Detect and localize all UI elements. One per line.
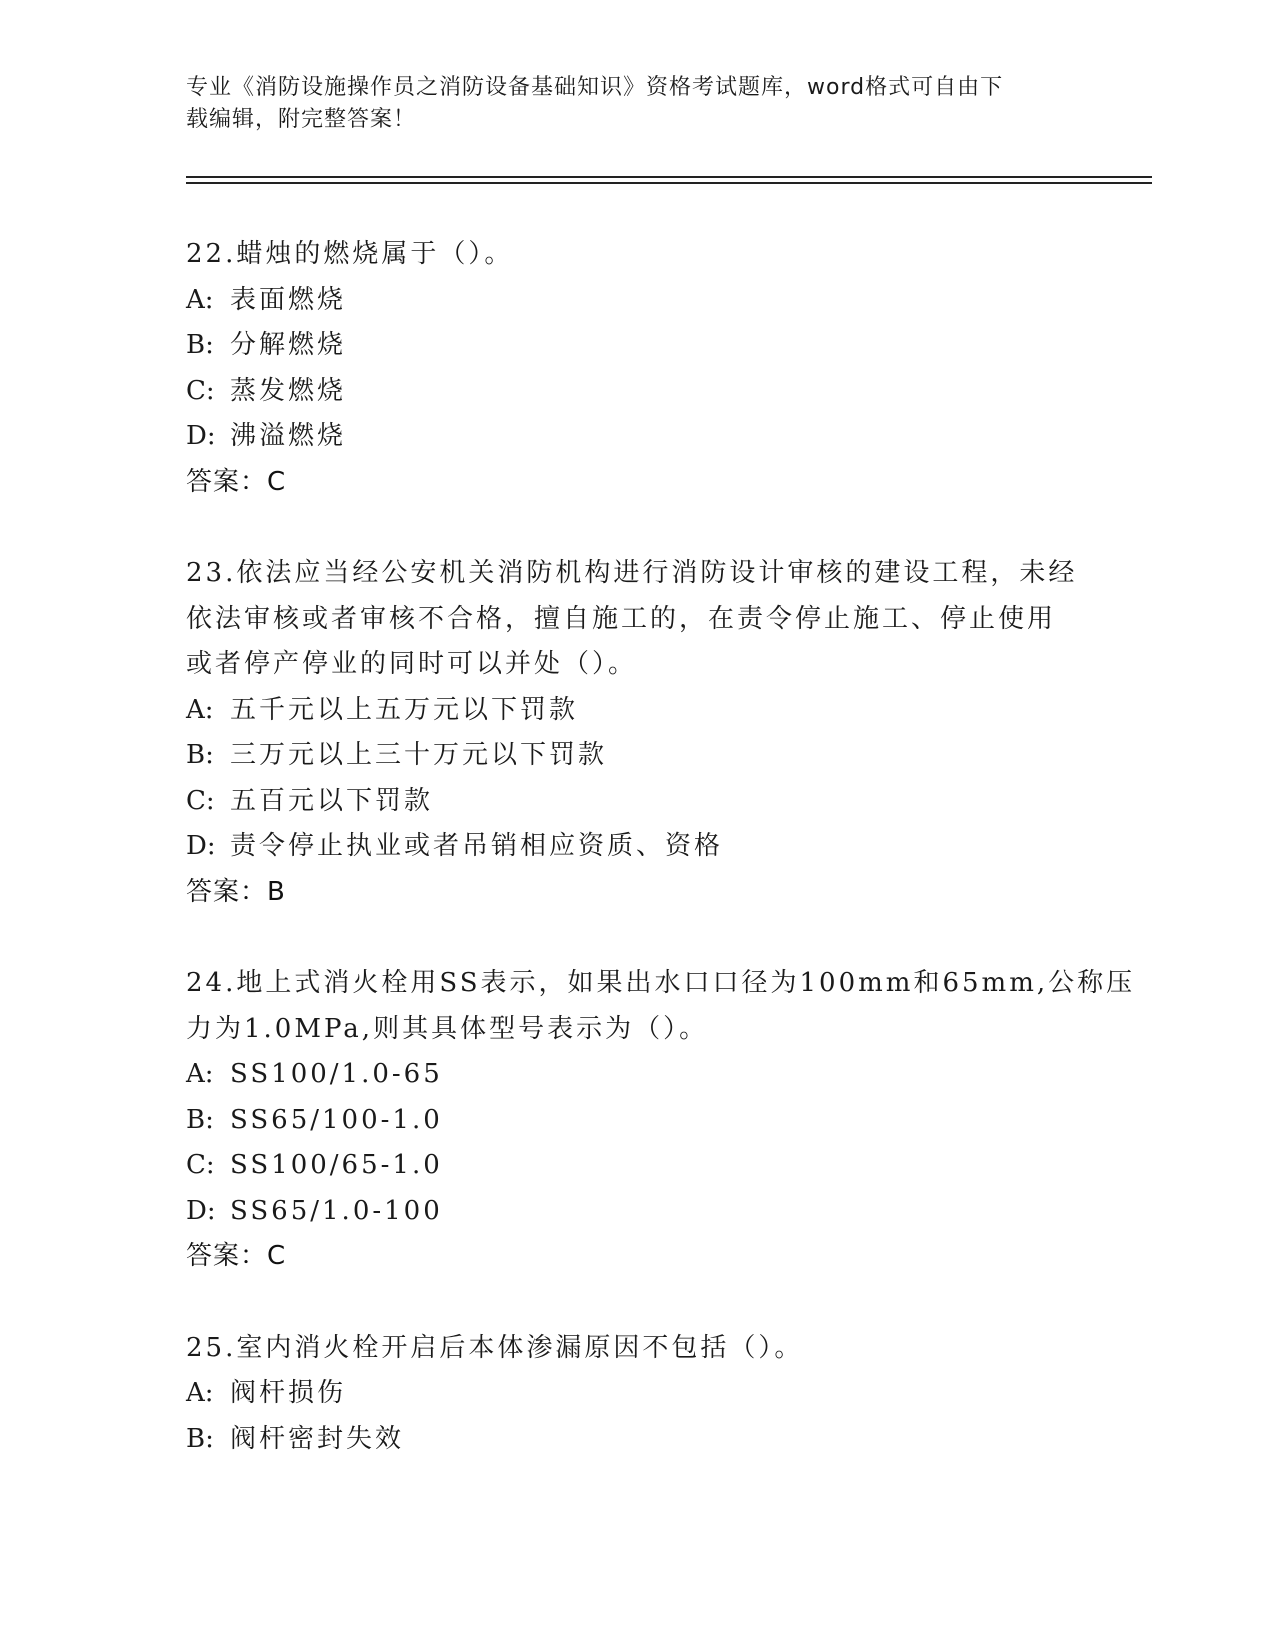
question-22 <box>186 232 1086 505</box>
option-a <box>186 1371 1086 1417</box>
option-letter: B: <box>186 740 214 770</box>
option-c <box>186 779 1086 825</box>
option-text: 三万元以上三十万元以下罚款 <box>230 740 608 770</box>
question-stem-line-1: 23.依法应当经公安机关消防机构进行消防设计审核的建设工程，未经 <box>186 558 1078 588</box>
option-b <box>186 733 1086 779</box>
header-line-1: 专业《消防设施操作员之消防设备基础知识》资格考试题库，word格式可自由下 <box>186 75 1004 100</box>
answer-line: 答案：C <box>186 466 287 497</box>
option-text: SS65/100-1.0 <box>230 1104 443 1135</box>
option-c <box>186 369 1086 415</box>
header-divider-bottom <box>186 182 1152 184</box>
document-header <box>186 72 1066 136</box>
option-text: 五百元以下罚款 <box>230 785 434 816</box>
option-letter: B: <box>186 1423 214 1454</box>
option-letter: A: <box>186 1059 214 1089</box>
question-list <box>186 232 1136 1508</box>
option-b <box>186 323 1086 369</box>
option-d <box>186 414 1086 460</box>
option-letter: C: <box>186 1150 215 1180</box>
option-letter: C: <box>186 375 215 406</box>
header-line-2: 载编辑，附完整答案！ <box>186 107 417 132</box>
option-letter: D: <box>186 1195 216 1226</box>
option-letter: A: <box>186 694 214 725</box>
option-a <box>186 1052 1086 1098</box>
question-stem: 25.室内消火栓开启后本体渗漏原因不包括（）。 <box>186 1332 804 1363</box>
option-a <box>186 688 1086 734</box>
option-letter: B: <box>186 330 214 360</box>
option-text: 分解燃烧 <box>230 330 347 360</box>
option-letter: A: <box>186 1378 214 1408</box>
question-24 <box>186 961 1136 1280</box>
option-letter: A: <box>186 284 214 315</box>
question-25 <box>186 1326 1086 1463</box>
question-stem: 22.蜡烛的燃烧属于（）。 <box>186 239 514 269</box>
option-b <box>186 1417 1086 1463</box>
question-stem-line-2: 力为1.0MPa,则其具体型号表示为（）。 <box>186 1013 709 1044</box>
option-text: SS100/1.0-65 <box>230 1059 443 1089</box>
option-d <box>186 824 1086 870</box>
option-text: 五千元以上五万元以下罚款 <box>230 694 579 725</box>
option-letter: D: <box>186 421 216 451</box>
option-text: 阀杆损伤 <box>230 1378 347 1408</box>
question-stem-line-3: 或者停产停业的同时可以并处（）。 <box>186 649 638 679</box>
answer-line: 答案：C <box>186 1241 287 1271</box>
option-text: SS100/65-1.0 <box>230 1150 443 1180</box>
option-d <box>186 1189 1086 1235</box>
question-stem-line-2: 依法审核或者审核不合格，擅自施工的，在责令停止施工、停止使用 <box>186 603 1057 634</box>
option-text: 蒸发燃烧 <box>230 375 347 406</box>
option-c <box>186 1143 1086 1189</box>
option-letter: D: <box>186 831 216 861</box>
option-text: 沸溢燃烧 <box>230 421 347 451</box>
option-text: 阀杆密封失效 <box>230 1423 405 1454</box>
option-a <box>186 278 1086 324</box>
option-b <box>186 1098 1086 1144</box>
option-text: 表面燃烧 <box>230 284 347 315</box>
question-23 <box>186 551 1086 915</box>
option-letter: B: <box>186 1104 214 1135</box>
option-text: SS65/1.0-100 <box>230 1195 443 1226</box>
option-text: 责令停止执业或者吊销相应资质、资格 <box>230 831 724 861</box>
option-letter: C: <box>186 785 215 816</box>
header-divider-top <box>186 176 1152 178</box>
answer-line: 答案：B <box>186 876 286 907</box>
question-stem-line-1: 24.地上式消火栓用SS表示，如果出水口口径为100mm和65mm,公称压 <box>186 968 1136 998</box>
